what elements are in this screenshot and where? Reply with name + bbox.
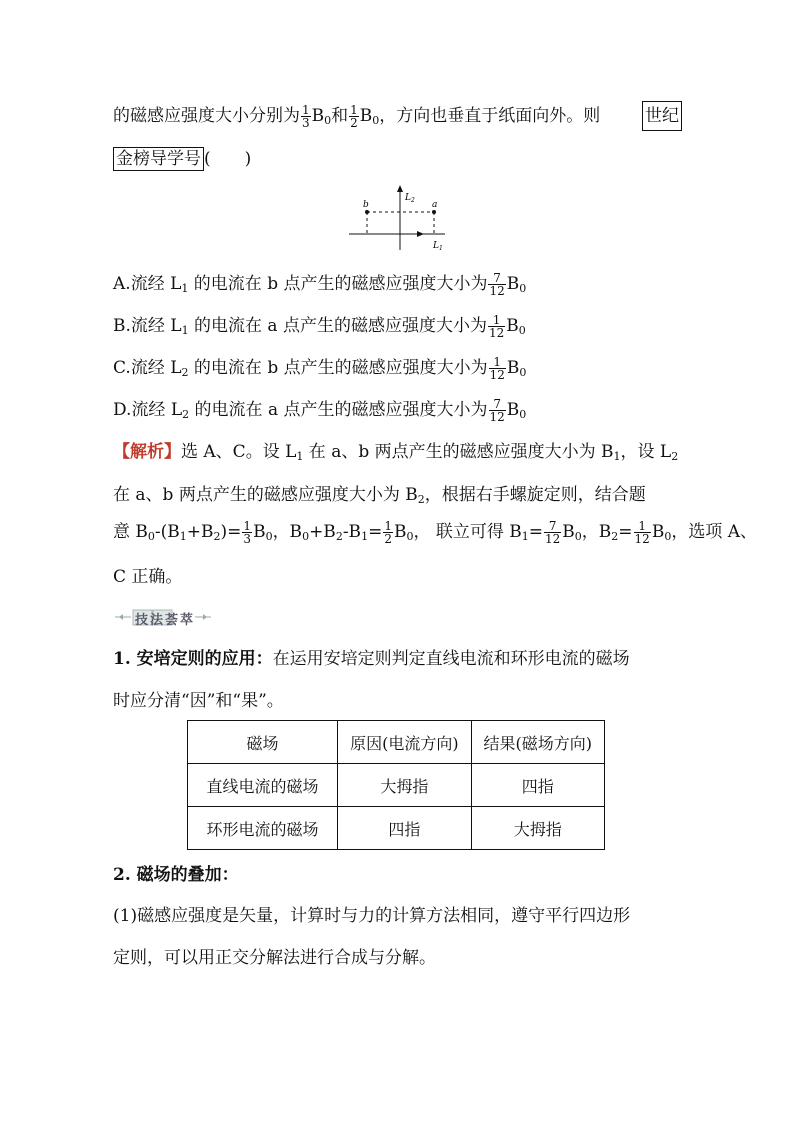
table-cell: 环形电流的磁场 <box>188 807 338 850</box>
fraction: $\frac{1}{2}$ <box>350 103 358 130</box>
table-row <box>188 764 605 807</box>
tag-box-bottom: 金榜导学号 <box>113 147 204 171</box>
table-header-cell: 磁场 <box>188 721 338 764</box>
option-b[interactable]: B.流经 $L_1$ 的电流在 a 点产生的磁感应强度大小为 $\frac{1}{12}$ $B_0$ <box>113 313 526 340</box>
tag-line <box>113 148 251 170</box>
wire-figure <box>345 180 450 252</box>
analysis-label: 【解析】 <box>113 442 181 462</box>
section-badge <box>113 607 213 627</box>
answer-paren: ( ) <box>204 149 252 169</box>
table-cell: 大拇指 <box>338 764 471 807</box>
tag-box-top: 世纪 <box>642 101 682 131</box>
label-L1: $L_1$ <box>433 241 443 252</box>
point-b <box>365 210 369 214</box>
intro-text: 的磁感应强度大小分别为 <box>113 106 300 126</box>
point-a <box>432 210 436 214</box>
analysis-line-3: 意 $B_0-(B_1+B_2)=$ $\frac{1}{3}$ $B_0$，$B_0+B_2-B_1=$ $\frac{1}{2}$ $B_0$， 联立可得 $B_1=$ $\frac{7}{12}$ $B_0$，$B_2=$ $\frac{1}{12}$ $B_0$，选项 A、 <box>113 519 758 546</box>
table-header-cell: 原因(电流方向) <box>338 721 471 764</box>
badge-label: 技法荟萃 <box>135 613 196 628</box>
table-cell: 四指 <box>338 807 471 850</box>
analysis-line-4: C 正确。 <box>113 567 183 587</box>
analysis-line-2: 在 a、b 两点产生的磁感应强度大小为 $B_2$，根据右手螺旋定则，结合题 <box>113 485 646 506</box>
ampere-rule-table <box>187 720 605 850</box>
section2-p2: 定则，可以用正交分解法进行合成与分解。 <box>113 948 436 968</box>
analysis-line-1: 【解析】选 A、C。设 $L_1$ 在 a、b 两点产生的磁感应强度大小为 $B_1$，设 $L_2$ <box>113 442 679 463</box>
table-cell: 四指 <box>471 764 604 807</box>
section2-p1: (1)磁感应强度是矢量，计算时与力的计算方法相同，遵守平行四边形 <box>113 906 631 926</box>
section2-title-line <box>113 864 239 886</box>
section1-line-2: 时应分清“因”和“果”。 <box>113 691 284 711</box>
label-b: b <box>363 200 369 210</box>
section1-title: 1. 安培定则的应用： <box>113 649 273 669</box>
option-c[interactable]: C.流经 $L_2$ 的电流在 b 点产生的磁感应强度大小为 $\frac{1}{12}$ $B_0$ <box>113 355 527 382</box>
section2-title: 2. 磁场的叠加： <box>113 865 239 885</box>
table-header-cell: 结果(磁场方向) <box>471 721 604 764</box>
section1-line-1: 1. 安培定则的应用：在运用安培定则判定直线电流和环形电流的磁场 <box>113 649 630 669</box>
option-a[interactable]: A.流经 $L_1$ 的电流在 b 点产生的磁感应强度大小为 $\frac{7}{12}$ $B_0$ <box>113 271 527 298</box>
table-cell: 直线电流的磁场 <box>188 764 338 807</box>
option-d[interactable]: D.流经 $L_2$ 的电流在 a 点产生的磁感应强度大小为 $\frac{7}{12}$ $B_0$ <box>113 397 527 424</box>
arrow-up-icon <box>397 185 403 192</box>
arrow-right-icon <box>417 231 424 237</box>
fraction: $\frac{1}{3}$ <box>302 103 310 130</box>
label-L2: $L_2$ <box>405 193 415 204</box>
table-cell: 大拇指 <box>471 807 604 850</box>
label-a: a <box>432 200 438 210</box>
intro-line: 的磁感应强度大小分别为 $\frac{1}{3}$ $B_0$和 $\frac{1}{2}$ $B_0$，方向也垂直于纸面向外。则 <box>113 103 601 130</box>
table-header-row <box>188 721 605 764</box>
table-row <box>188 807 605 850</box>
